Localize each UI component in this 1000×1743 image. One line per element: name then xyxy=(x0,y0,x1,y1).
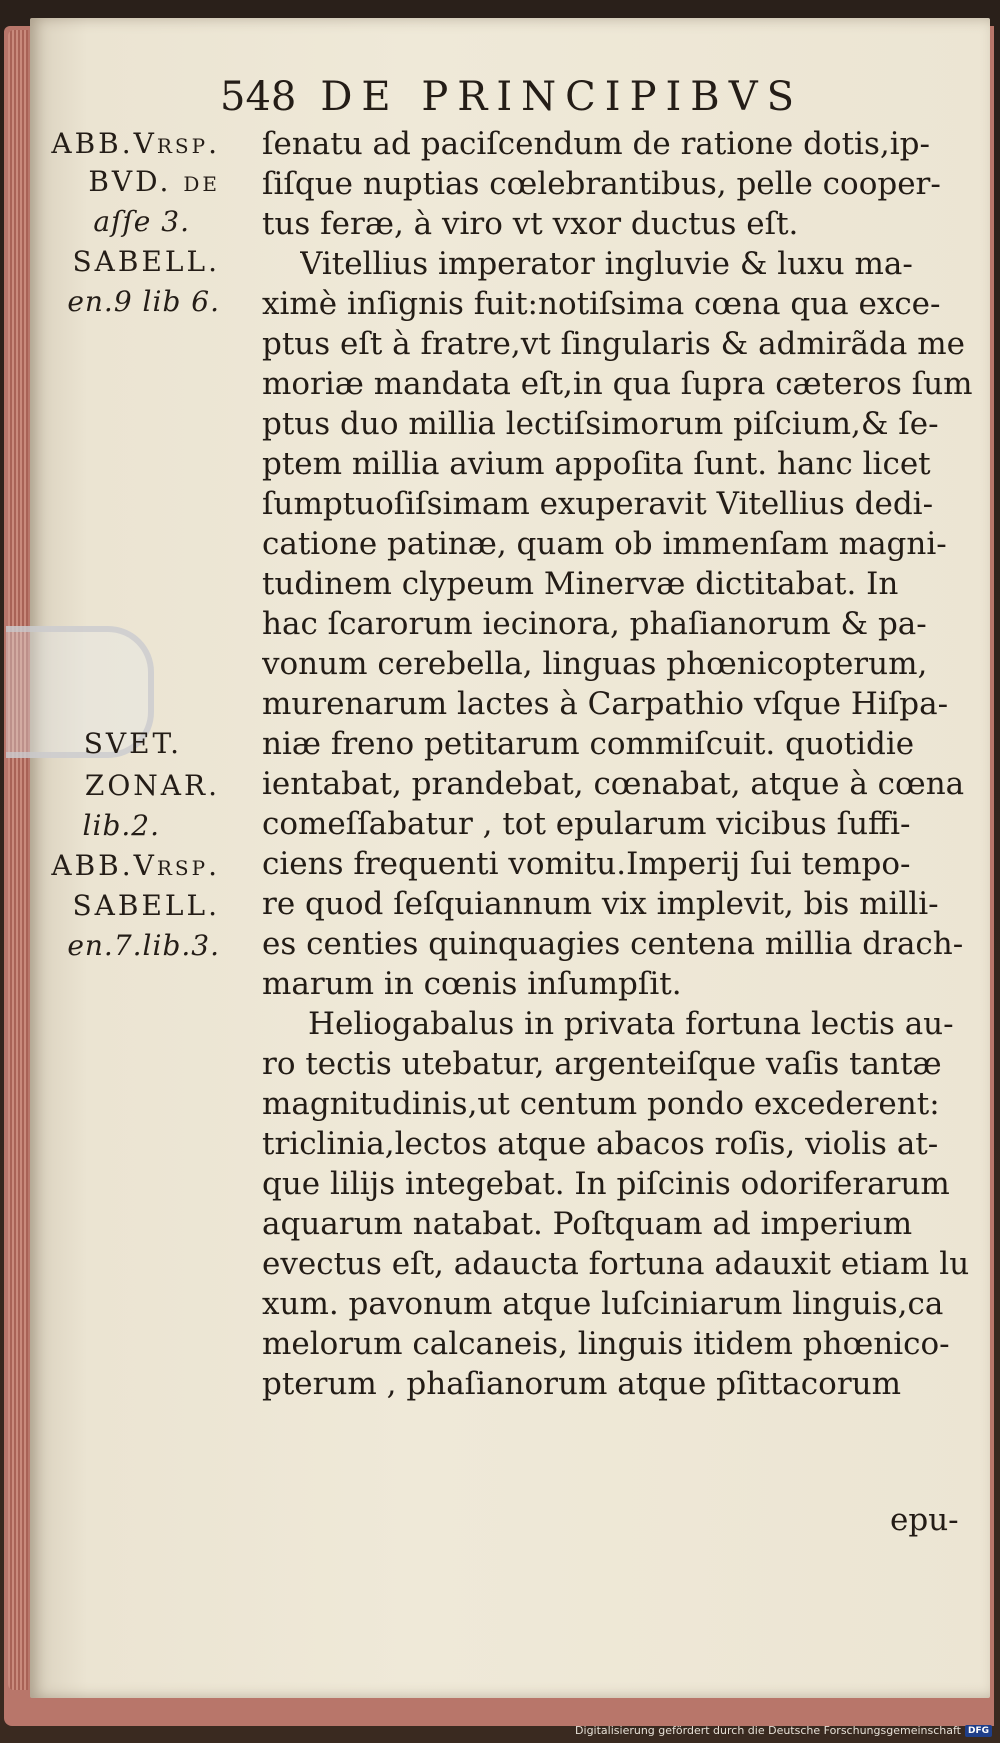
text-line: evectus eſt, adaucta fortuna adauxit etiam lu xyxy=(262,1246,970,1282)
text-line: niæ freno petitarum commiſcuit. quotidie xyxy=(262,726,915,762)
margin-note: en.9 lib 6. xyxy=(67,285,220,318)
text-line: ptus eſt à fratre,vt ſingularis & admirãda me xyxy=(262,326,965,362)
margin-note: aſſe 3. xyxy=(93,205,190,238)
text-line: ſumptuoſiſsimam exuperavit Vitellius dedi- xyxy=(262,486,934,522)
text-line: ptus duo millia lectiſsimorum piſcium,& ſe- xyxy=(262,406,939,442)
text-line: tudinem clypeum Minervæ dictitabat. In xyxy=(262,566,899,602)
margin-note: lib.2. xyxy=(82,809,160,842)
running-title: DE PRINCIPIBVS xyxy=(320,74,803,120)
text-line: aquarum natabat. Poſtquam ad imperium xyxy=(262,1206,913,1242)
catchword: epu- xyxy=(890,1502,959,1538)
page-number: 548 xyxy=(220,74,297,120)
text-line: tus feræ, à viro vt vxor ductus eſt. xyxy=(262,206,799,242)
text-line: melorum calcaneis, linguis itidem phœnico- xyxy=(262,1326,950,1362)
text-line: pterum , phaſianorum atque pſittacorum xyxy=(262,1366,901,1402)
text-line: xum. pavonum atque luſciniarum linguis,ca xyxy=(262,1286,944,1322)
margin-note: en.7.lib.3. xyxy=(67,929,220,962)
margin-note: SVET. xyxy=(83,727,182,760)
text-line: es centies quinquagies centena millia drach- xyxy=(262,926,964,962)
margin-note: SABELL. xyxy=(72,245,220,278)
text-line: ſiſque nuptias cœlebrantibus, pelle cooper- xyxy=(262,166,941,202)
text-line: que lilijs integebat. In piſcinis odoriferarum xyxy=(262,1166,950,1202)
text-line: marum in cœnis inſumpſit. xyxy=(262,966,682,1002)
page-edges xyxy=(8,30,28,1690)
margin-note: ABB.Vrſp. xyxy=(51,849,220,882)
text-line: magnitudinis,ut centum pondo excederent: xyxy=(262,1086,940,1122)
text-line: ximè inſignis fuit:notiſsima cœna qua exce- xyxy=(262,286,941,322)
book-page xyxy=(30,18,990,1698)
digitization-credit xyxy=(575,1724,992,1737)
text-line: comeſſabatur , tot epularum vicibus ſuffi- xyxy=(262,806,911,842)
margin-note: ABB.Vrſp. xyxy=(51,127,220,160)
text-line: ientabat, prandebat, cœnabat, atque à cœna xyxy=(262,766,965,802)
text-line: moriæ mandata eſt,in qua ſupra cæteros ſum xyxy=(262,366,973,402)
text-line: re quod ſeſquiannum vix implevit, bis milli- xyxy=(262,886,939,922)
text-line: vonum cerebella, linguas phœnicopterum, xyxy=(262,646,928,682)
text-line: catione patinæ, quam ob immenſam magni- xyxy=(262,526,947,562)
text-line: ciens frequenti vomitu.Imperij ſui tempo- xyxy=(262,846,911,882)
dfg-logo-icon: DFG xyxy=(965,1725,992,1737)
margin-note: SABELL. xyxy=(72,889,220,922)
margin-note: ZONAR. xyxy=(84,769,220,802)
text-line: Heliogabalus in privata fortuna lectis au- xyxy=(308,1006,954,1042)
text-line: hac ſcarorum iecinora, phaſianorum & pa- xyxy=(262,606,927,642)
text-line: triclinia,lectos atque abacos roſis, violis at- xyxy=(262,1126,939,1162)
margin-note: BVD. de xyxy=(88,165,220,198)
text-line: murenarum lactes à Carpathio vſque Hiſpa- xyxy=(262,686,949,722)
text-line: ro tectis utebatur, argenteiſque vaſis tantæ xyxy=(262,1046,942,1082)
text-line: ptem millia avium appoſita ſunt. hanc licet xyxy=(262,446,931,482)
text-line: Vitellius imperator ingluvie & luxu ma- xyxy=(300,246,913,282)
text-line: ſenatu ad paciſcendum de ratione dotis,ip- xyxy=(262,126,930,162)
credit-text: Digitalisierung gefördert durch die Deutsche Forschungsgemeinschaft xyxy=(575,1724,961,1737)
